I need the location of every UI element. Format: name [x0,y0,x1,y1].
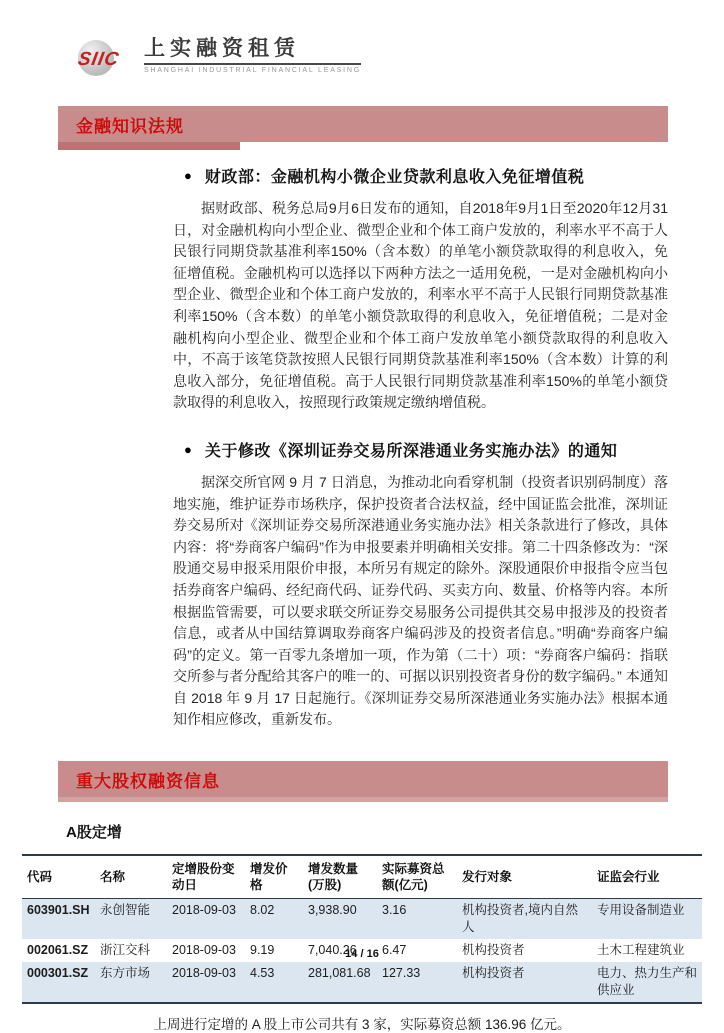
cell-issue-price: 9.19 [250,943,275,958]
cell-code: 000301.SZ [27,966,89,981]
cell-change-date: 2018-09-03 [172,903,236,918]
cell-issue-volume: 281,081.68 [308,966,371,981]
cell-change-date: 2018-09-03 [172,966,236,981]
summary-text: 上周进行定增的 A 股上市公司共有 3 家，实际募资总额 136.96 亿元。 [153,1017,571,1033]
col-header-raised-amount: 实际募资总额(亿元) [377,855,457,899]
article-body: 据财政部、税务总局9月6日发布的通知，自2018年9月1日至2020年12月31日，对金融机构向小型企业、微型企业和个体工商户发放的，利率水平不高于人民银行同期贷款基准利率150%（含本数）的单笔小额贷款取得的利息收入，免征增值税。金融机构可以选择以下两种方法之一适用免税，一是对金融机构向小型企业、微型企业和个体工商户发放的，利率水平不高于人民银行同期贷款基准利率150%（含本数）的单笔小额贷款取得的利息收入，免征增值税；二是对金融机构向小型企业、微型企业和个体工商户发放单笔小额贷款取得的利息收入中，不高于该笔贷款按照人民银行同期贷款基准利率150%（含本数）计算的利息收入部分，免征增值税。高于人民银行同期贷款基准利率150%的单笔小额贷款取得的利息收入，按照现行政策规定缴纳增值税。 [173,200,668,411]
cell-issue-target: 机构投资者 [462,943,525,958]
cell-name: 东方市场 [100,966,151,981]
cell-code: 002061.SZ [27,943,89,958]
bullet-icon: ● [184,441,192,457]
table-header-row [22,855,702,899]
article-heading [184,438,668,461]
table-row [22,899,702,940]
section-bar-title: 重大股权融资信息 [76,771,220,791]
section-bar-title: 金融知识法规 [76,116,184,136]
article-body: 据深交所官网 9 月 7 日消息，为推动北向看穿机制（投资者识别码制度）落地实施，维护证券市场秩序，保护投资者合法权益，经中国证监会批准，深圳证券交易所对《深圳证券交易所深港通业务实施办法》相关条款进行了修改，具体内容：将“券商客户编码”作为申报要素并明确相关安排。第二十四条修改为：“深股通交易申报采用限价申报，本所另有规定的除外。深股通限价申报指令应当包括券商客户编码、经纪商代码、证券代码、买卖方向、数量、价格等内容。本所根据监管需要，可以要求联交所证券交易服务公司提供其交易申报涉及的投资者信息，或者从中国结算调取券商客户编码涉及的投资者信息。”明确“券商客户编码”的定义。第一百零九条增加一项，作为第（二十）项：“券商客户编码：指联交所参与者分配给其客户的唯一的、可据以识别投资者身份的数字编码。” 本通知自 2018 年 9 月 17 日起施行。《深圳证券交易所深港通业务实施办法》根据本通知作相应修改，重新发布。 [173,473,668,728]
col-header-code: 代码 [22,855,95,899]
bar-shadow [58,797,668,802]
cell-issue-volume: 7,040.26 [308,943,357,958]
table-row [22,962,702,1003]
bar-shadow [58,142,240,150]
page-number: 14 / 16 [345,948,379,960]
cell-code: 603901.SH [27,903,90,918]
col-header-issue-target: 发行对象 [457,855,592,899]
logo-siic-text: SIIC [76,49,121,70]
cell-issue-volume: 3,938.90 [308,903,357,918]
siic-logo-icon [76,36,136,80]
bullet-icon: ● [184,168,192,183]
col-header-industry: 证监会行业 [592,855,702,899]
cell-name: 永创智能 [100,903,151,918]
article-heading-text: 关于修改《深圳证券交易所深港通业务实施办法》的通知 [204,442,618,460]
company-name-english: SHANGHAI INDUSTRIAL FINANCIAL LEASING [144,67,362,75]
company-name: 上实融资租赁 [144,36,361,65]
cell-industry: 土木工程建筑业 [597,943,685,958]
col-header-issue-price: 增发价格 [245,855,303,899]
header [0,0,724,86]
company-logo [76,36,724,80]
cell-issue-price: 4.53 [250,966,275,981]
col-header-issue-volume: 增发数量(万股) [303,855,377,899]
article-heading [184,164,668,187]
cell-raised-amount: 3.16 [382,903,407,918]
cell-issue-target: 机构投资者,境内自然人 [462,903,578,935]
col-header-name: 名称 [95,855,167,899]
article-heading-text: 财政部：金融机构小微企业贷款利息收入免征增值税 [204,169,585,186]
logo-wordmark [144,36,361,74]
cell-industry: 专用设备制造业 [597,903,685,918]
cell-change-date: 2018-09-03 [172,943,236,958]
cell-name: 浙江交科 [100,943,151,958]
cell-issue-price: 8.02 [250,903,275,918]
col-header-change-date: 定增股份变动日 [167,855,245,899]
cell-issue-target: 机构投资者 [462,966,525,981]
a-share-placement-table [22,854,702,1004]
cell-industry: 电力、热力生产和供应业 [597,966,698,998]
section-bar-equity-financing [58,761,668,797]
table-subheading: A股定增 [66,824,122,842]
cell-raised-amount: 6.47 [382,943,407,958]
cell-raised-amount: 127.33 [382,966,421,981]
section-bar-finance-regulations [58,106,668,142]
